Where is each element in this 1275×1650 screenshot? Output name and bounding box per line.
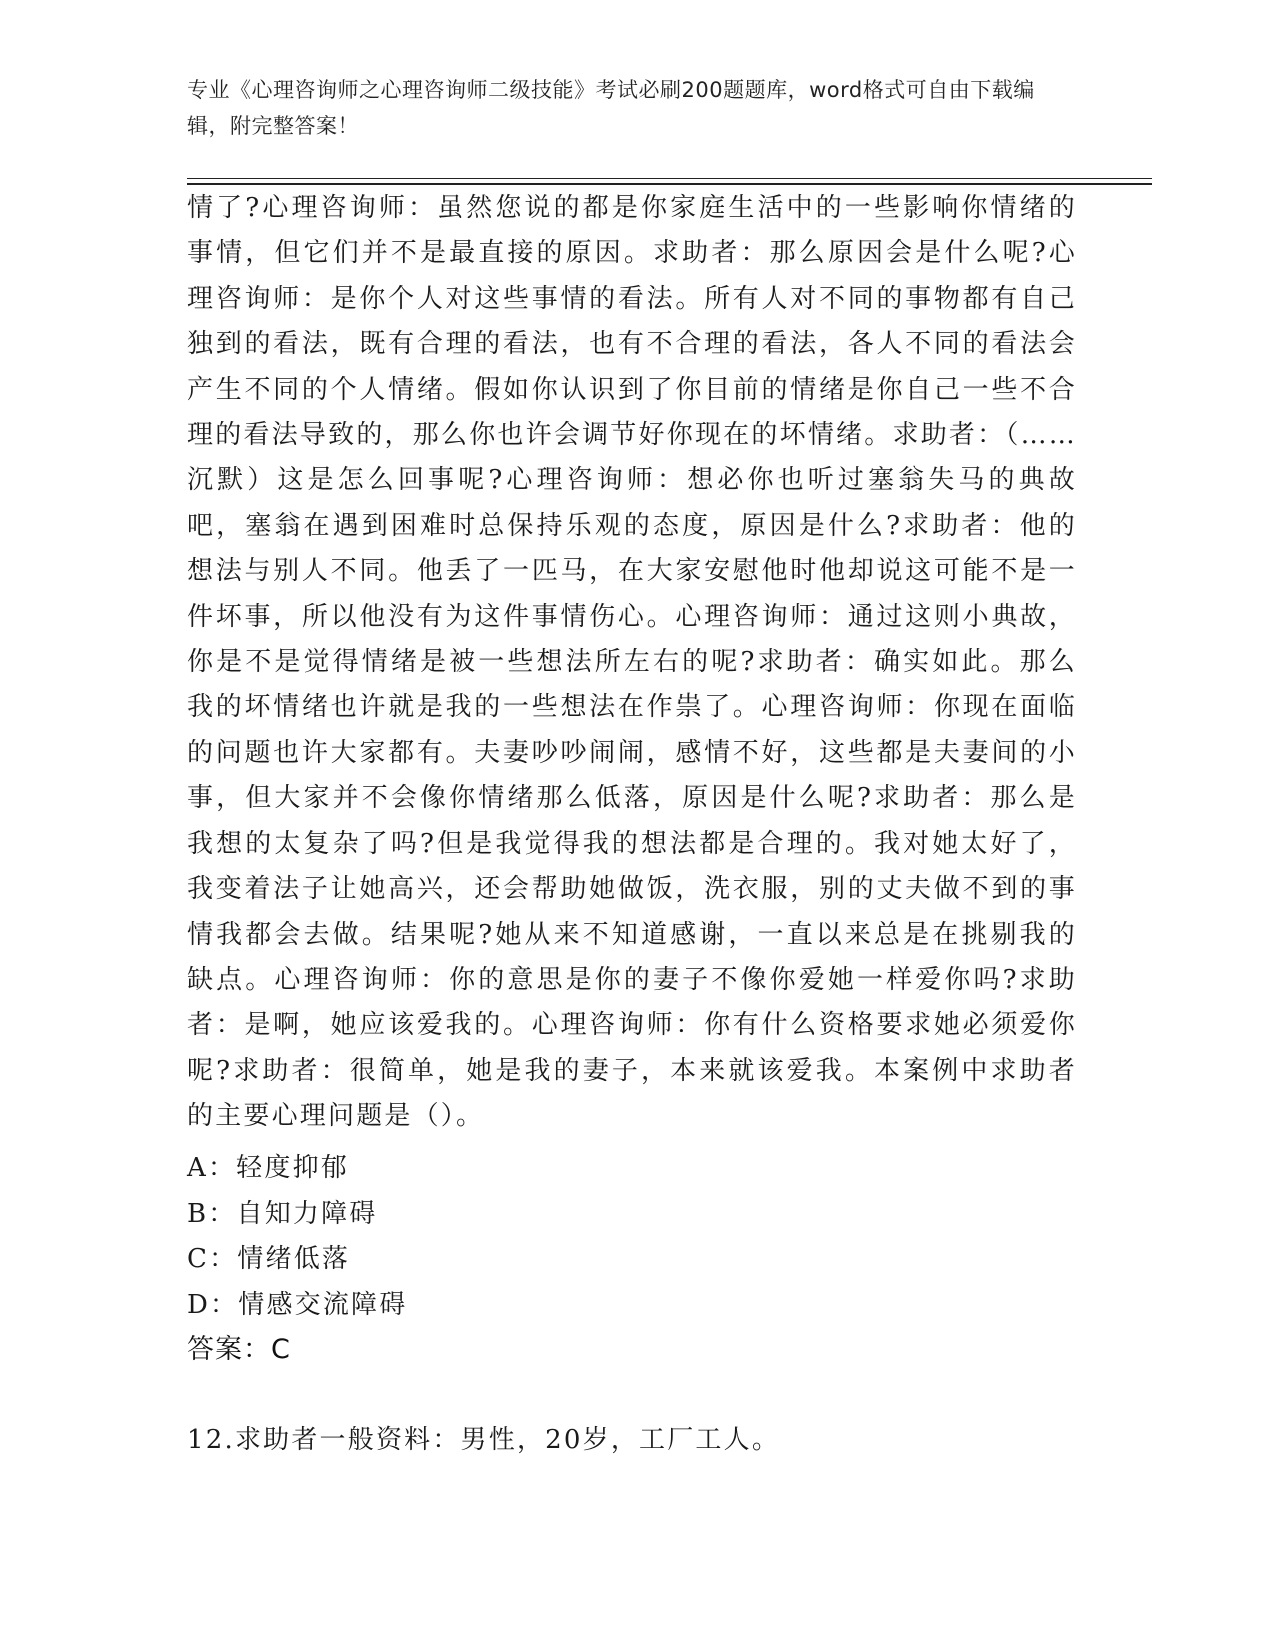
header-title: 专业《心理咨询师之心理咨询师二级技能》考试必刷200题题库，word格式可自由下载编辑，附完整答案！ <box>187 78 1035 138</box>
header-divider-thin <box>187 178 1152 179</box>
option-b: B：自知力障碍 <box>187 1198 378 1229</box>
case-passage: 情了?心理咨询师：虽然您说的都是你家庭生活中的一些影响你情绪的事情，但它们并不是最直接的原因。求助者：那么原因会是什么呢?心理咨询师：是你个人对这些事情的看法。所有人对不同的事物都有自己独到的看法，既有合理的看法，也有不合理的看法，各人不同的看法会产生不同的个人情绪。假如你认识到了你目前的情绪是你自己一些不合理的看法导致的，那么你也许会调节好你现在的坏情绪。求助者：（……沉默）这是怎么回事呢?心理咨询师：想必你也听过塞翁失马的典故吧，塞翁在遇到困难时总保持乐观的态度，原因是什么?求助者：他的想法与别人不同。他丢了一匹马，在大家安慰他时他却说这可能不是一件坏事，所以他没有为这件事情伤心。心理咨询师：通过这则小典故，你是不是觉得情绪是被一些想法所左右的呢?求助者：确实如此。那么我的坏情绪也许就是我的一些想法在作祟了。心理咨询师：你现在面临的问题也许大家都有。夫妻吵吵闹闹，感情不好，这些都是夫妻间的小事，但大家并不会像你情绪那么低落，原因是什么呢?求助者：那么是我想的太复杂了吗?但是我觉得我的想法都是合理的。我对她太好了，我变着法子让她高兴，还会帮助她做饭，洗衣服，别的丈夫做不到的事情我都会去做。结果呢?她从来不知道感谢，一直以来总是在挑剔我的缺点。心理咨询师：你的意思是你的妻子不像你爱她一样爱你吗?求助者：是啊，她应该爱我的。心理咨询师：你有什么资格要求她必须爱你呢?求助者：很简单，她是我的妻子，本来就该爱我。本案例中求助者的主要心理问题是（）。 <box>187 193 1077 1132</box>
answer-key: 答案：C <box>187 1334 291 1365</box>
option-d: D：情感交流障碍 <box>187 1289 408 1320</box>
document-header <box>187 72 1067 144</box>
option-c: C：情绪低落 <box>187 1244 351 1274</box>
next-question: 12.求助者一般资料：男性，20岁，工厂工人。 <box>187 1425 781 1455</box>
option-a: A：轻度抑郁 <box>187 1153 349 1183</box>
answer-options <box>187 1146 407 1328</box>
header-divider-thick <box>187 183 1152 185</box>
